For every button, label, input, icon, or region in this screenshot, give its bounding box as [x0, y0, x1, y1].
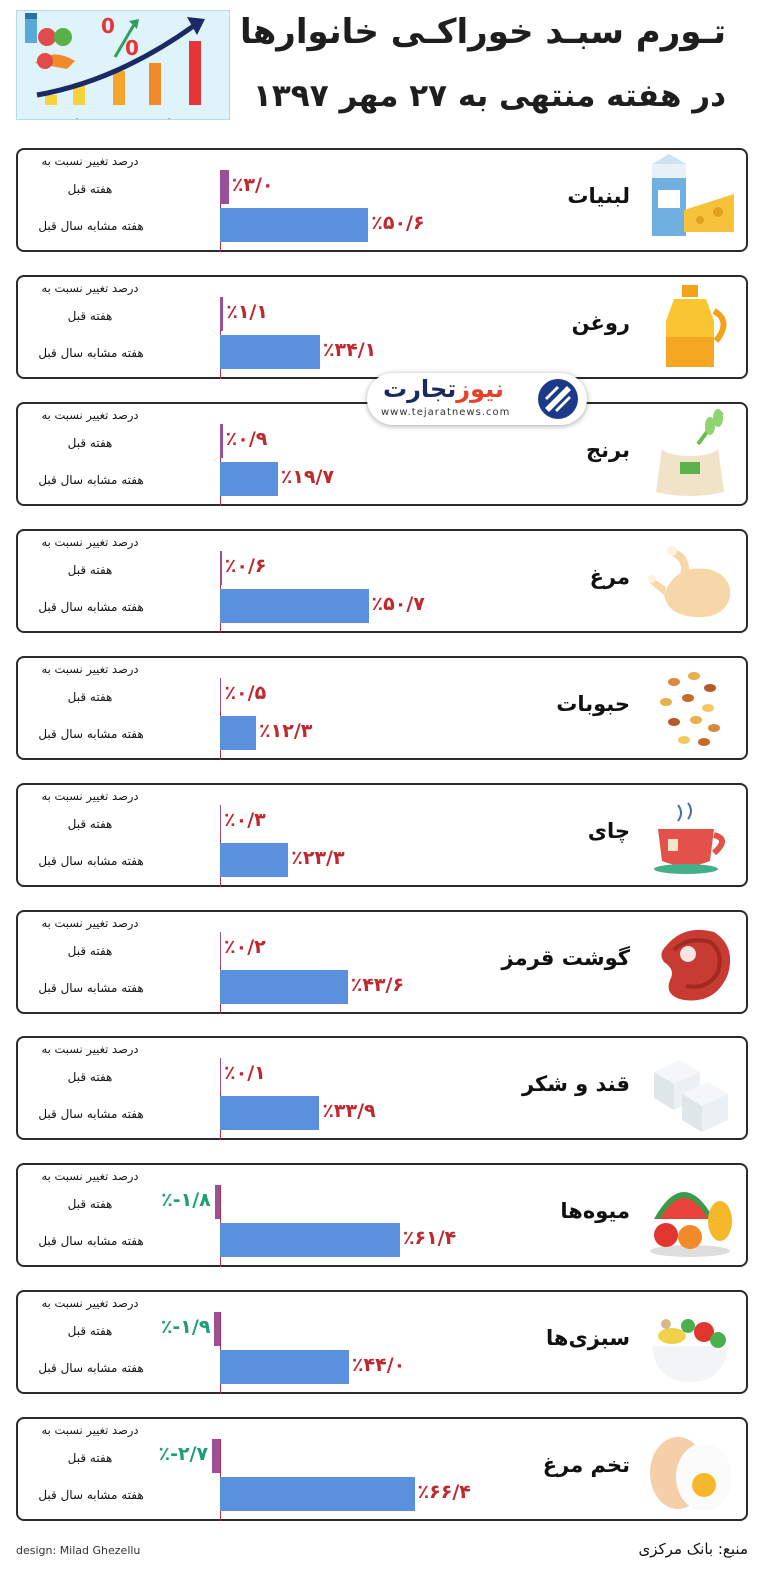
row-caption: درصد تغییر نسبت به [41, 154, 139, 168]
same-week-last-year-label: هفته مشابه سال قبل [38, 1234, 144, 1248]
svg-text:0: 0 [125, 36, 139, 60]
value-label-prev-week: ٪۰/۹ [225, 428, 268, 450]
value-label-same-week-last-year: ٪۴۴/۰ [351, 1354, 406, 1376]
bar-prev-week [220, 932, 221, 966]
bar-same-week-last-year [220, 335, 320, 369]
value-label-same-week-last-year: ٪۶۱/۴ [402, 1227, 457, 1249]
watermark-brand-part2: نیوز [456, 375, 504, 403]
value-label-same-week-last-year: ٪۳۳/۹ [322, 1100, 376, 1122]
row-caption: درصد تغییر نسبت به [41, 789, 139, 803]
row-caption: درصد تغییر نسبت به [41, 1423, 139, 1437]
category-card [16, 1163, 748, 1267]
tejaratnews-watermark [367, 373, 587, 425]
value-label-same-week-last-year: ٪۶۶/۴ [417, 1481, 471, 1503]
value-label-same-week-last-year: ٪۴۳/۶ [350, 974, 405, 996]
prev-week-label: هفته قبل [67, 690, 113, 704]
prev-week-label: هفته قبل [67, 817, 113, 831]
milk-cheese-icon [644, 154, 736, 246]
bar-same-week-last-year [220, 1223, 400, 1257]
prev-week-label: هفته قبل [67, 1451, 113, 1465]
value-label-prev-week: ٪-۲/۷ [158, 1443, 209, 1465]
row-caption: درصد تغییر نسبت به [41, 535, 139, 549]
vegetables-icon [644, 1296, 736, 1388]
same-week-last-year-label: هفته مشابه سال قبل [38, 1488, 144, 1502]
sugar-cubes-icon [644, 1042, 736, 1134]
bar-prev-week [212, 1439, 220, 1473]
bar-same-week-last-year [220, 1477, 415, 1511]
category-label: روغن [571, 311, 630, 335]
value-label-prev-week: ٪۰/۶ [224, 555, 267, 577]
designer-credit: design: Milad Ghezellu [16, 1544, 141, 1557]
bar-prev-week [220, 1058, 221, 1092]
value-label-same-week-last-year: ٪۱۲/۳ [259, 720, 313, 742]
egg-icon [644, 1423, 736, 1515]
bar-prev-week [220, 170, 229, 204]
prev-week-label: هفته قبل [67, 944, 113, 958]
category-label: گوشت قرمز [501, 946, 630, 970]
category-label: سبزی‌ها [546, 1326, 630, 1350]
fruits-icon [644, 1169, 736, 1261]
category-card [16, 1290, 748, 1394]
category-label: مرغ [589, 565, 630, 589]
category-card [16, 783, 748, 887]
row-caption: درصد تغییر نسبت به [41, 1296, 139, 1310]
category-card [16, 1036, 748, 1140]
category-card [16, 275, 748, 379]
bar-prev-week [220, 551, 222, 585]
bar-prev-week [220, 297, 223, 331]
prev-week-label: هفته قبل [67, 182, 113, 196]
title-line-2: در هفته منتهی به ۲۷ مهر ۱۳۹۷ [252, 78, 726, 114]
category-label: چای [587, 819, 630, 843]
value-label-prev-week: ٪۰/۲ [224, 936, 266, 958]
category-label: قند و شکر [521, 1072, 630, 1096]
value-label-prev-week: ٪۰/۱ [224, 1062, 266, 1084]
watermark-brand [383, 375, 504, 403]
same-week-last-year-label: هفته مشابه سال قبل [38, 854, 144, 868]
bar-same-week-last-year [220, 462, 278, 496]
prev-week-label: هفته قبل [67, 309, 113, 323]
same-week-last-year-label: هفته مشابه سال قبل [38, 600, 144, 614]
same-week-last-year-label: هفته مشابه سال قبل [38, 1361, 144, 1375]
row-caption: درصد تغییر نسبت به [41, 1042, 139, 1056]
source-credit: منبع: بانک مرکزی [638, 1540, 748, 1558]
category-label: حبوبات [556, 692, 630, 716]
value-label-same-week-last-year: ٪۵۰/۷ [371, 593, 425, 615]
bar-same-week-last-year [220, 843, 288, 877]
bar-same-week-last-year [220, 970, 348, 1004]
legumes-icon [644, 662, 736, 754]
tejaratnews-logo-icon [537, 378, 579, 420]
bar-prev-week [215, 1185, 220, 1219]
value-label-prev-week: ٪-۱/۸ [161, 1189, 211, 1211]
bar-prev-week [214, 1312, 220, 1346]
value-label-same-week-last-year: ٪۵۰/۶ [371, 212, 425, 234]
category-card [16, 910, 748, 1014]
row-caption: درصد تغییر نسبت به [41, 916, 139, 930]
svg-text:0: 0 [101, 14, 115, 38]
value-label-same-week-last-year: ٪۳۴/۱ [322, 339, 377, 361]
title-line-1: تـورم سبـد خوراکـی خانوارها [239, 12, 726, 52]
prev-week-label: هفته قبل [67, 1070, 113, 1084]
chicken-icon [644, 535, 736, 627]
bar-prev-week [220, 424, 223, 458]
bar-prev-week [220, 678, 221, 712]
prev-week-label: هفته قبل [67, 563, 113, 577]
bar-same-week-last-year [220, 208, 368, 242]
bar-same-week-last-year [220, 589, 369, 623]
prev-week-label: هفته قبل [67, 436, 113, 450]
category-label: تخم مرغ [542, 1453, 630, 1477]
category-card [16, 1417, 748, 1521]
rice-sack-icon [644, 408, 736, 500]
same-week-last-year-label: هفته مشابه سال قبل [38, 981, 144, 995]
category-label: لبنیات [567, 184, 630, 208]
watermark-brand-part1: تجارت [383, 375, 457, 403]
category-label: برنج [586, 438, 630, 462]
prev-week-label: هفته قبل [67, 1197, 113, 1211]
inflation-chart-illustration [16, 10, 230, 120]
bar-same-week-last-year [220, 1096, 319, 1130]
value-label-same-week-last-year: ٪۲۳/۳ [291, 847, 345, 869]
same-week-last-year-label: هفته مشابه سال قبل [38, 219, 144, 233]
category-card [16, 148, 748, 252]
row-caption: درصد تغییر نسبت به [41, 662, 139, 676]
value-label-prev-week: ٪-۱/۹ [160, 1316, 211, 1338]
value-label-prev-week: ٪۱/۱ [226, 301, 268, 323]
header [0, 0, 768, 148]
same-week-last-year-label: هفته مشابه سال قبل [38, 473, 144, 487]
same-week-last-year-label: هفته مشابه سال قبل [38, 727, 144, 741]
red-meat-icon [644, 916, 736, 1008]
prev-week-label: هفته قبل [67, 1324, 113, 1338]
value-label-prev-week: ٪۰/۳ [224, 809, 266, 831]
row-caption: درصد تغییر نسبت به [41, 1169, 139, 1183]
bar-same-week-last-year [220, 1350, 349, 1384]
category-card [16, 656, 748, 760]
category-card [16, 529, 748, 633]
tea-cup-icon [644, 789, 736, 881]
bar-same-week-last-year [220, 716, 256, 750]
same-week-last-year-label: هفته مشابه سال قبل [38, 1107, 144, 1121]
same-week-last-year-label: هفته مشابه سال قبل [38, 346, 144, 360]
watermark-url: www.tejaratnews.com [381, 407, 511, 418]
value-label-prev-week: ٪۳/۰ [231, 174, 274, 196]
bar-prev-week [220, 805, 221, 839]
category-label: میوه‌ها [560, 1199, 630, 1223]
value-label-same-week-last-year: ٪۱۹/۷ [280, 466, 335, 488]
value-label-prev-week: ٪۰/۵ [224, 682, 267, 704]
row-caption: درصد تغییر نسبت به [41, 281, 139, 295]
oil-bottle-icon [644, 281, 736, 373]
row-caption: درصد تغییر نسبت به [41, 408, 139, 422]
